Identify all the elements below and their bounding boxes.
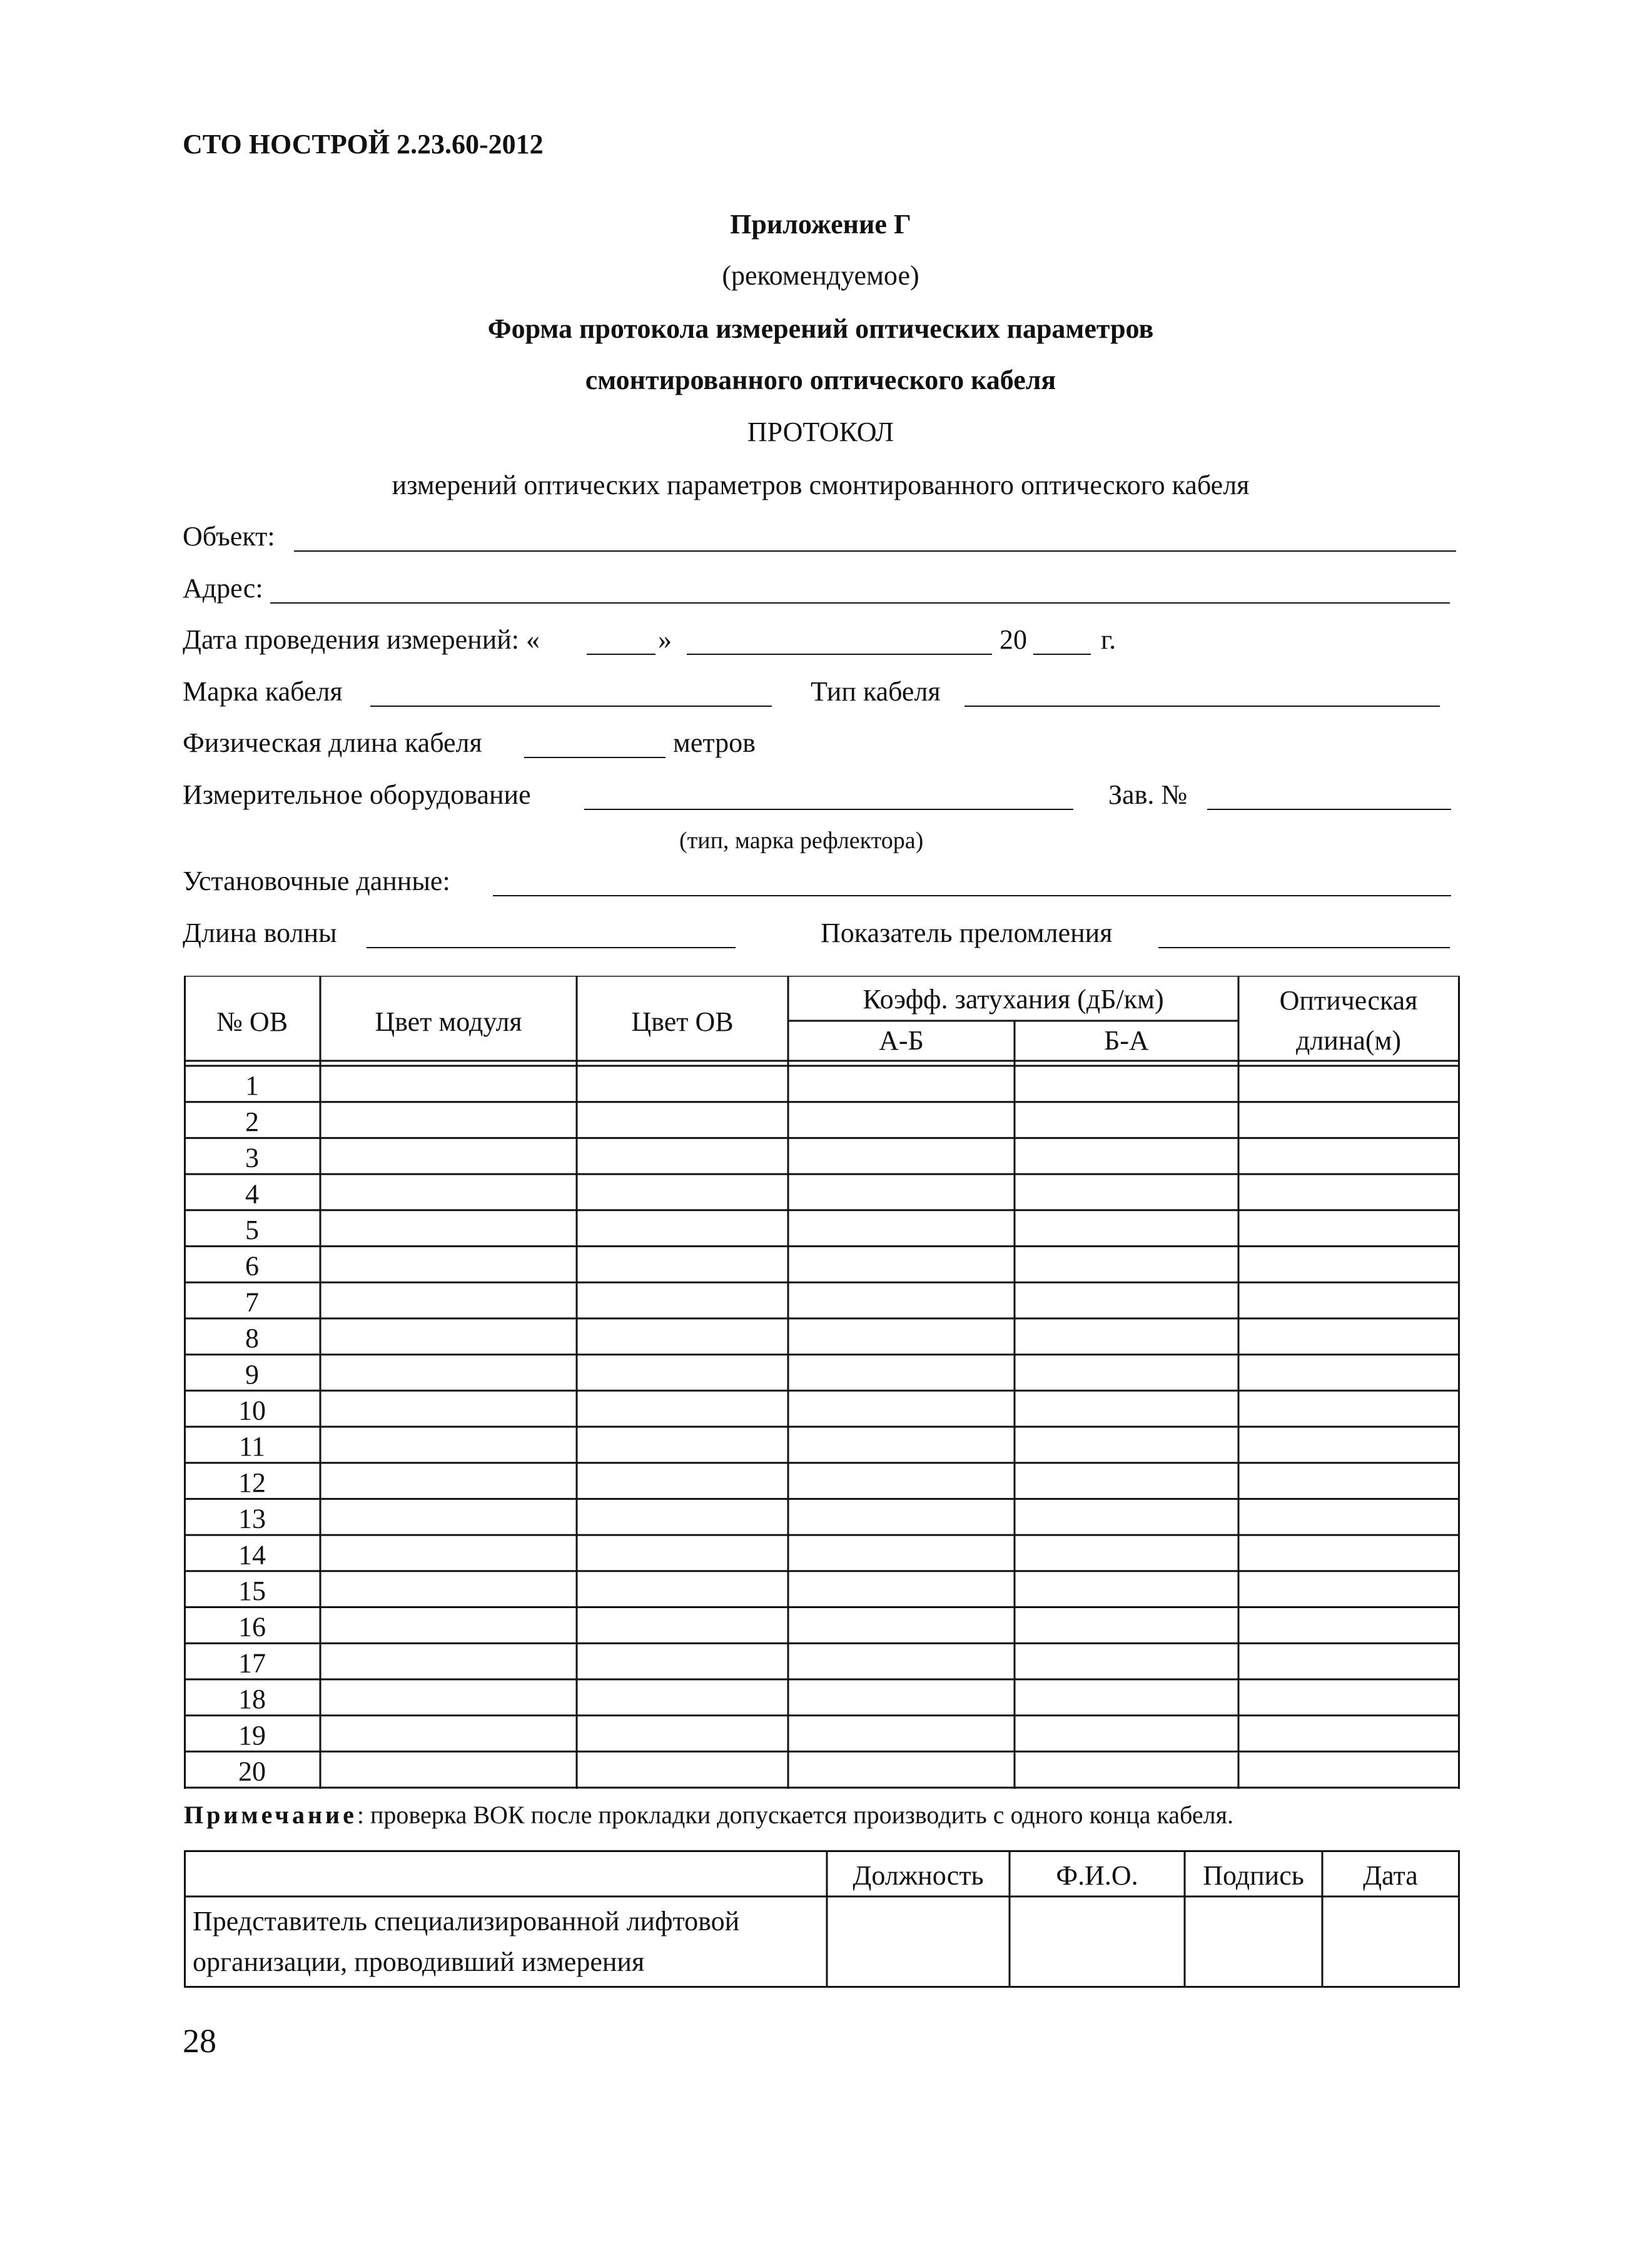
- signature-table: [184, 1850, 1460, 1988]
- physical-length-line[interactable]: [524, 757, 666, 758]
- refraction-index-line[interactable]: [1158, 947, 1450, 948]
- table-row-number: 7: [245, 1287, 259, 1318]
- sig-col-date: Дата: [1363, 1860, 1418, 1891]
- object-input-line[interactable]: [294, 550, 1456, 552]
- sig-cell-date[interactable]: [1324, 1898, 1458, 1986]
- page-number: 28: [183, 2022, 216, 2060]
- table-row-number: 4: [245, 1178, 259, 1210]
- refraction-index-label: Показатель преломления: [821, 918, 1113, 948]
- cable-brand-label: Марка кабеля: [183, 676, 343, 707]
- protocol-subheading: измерений оптических параметров смонтированного оптического кабеля: [392, 470, 1250, 500]
- table-row-number: 1: [245, 1070, 259, 1101]
- measurement-table: [184, 976, 1460, 1789]
- sig-row-label-line1: Представитель специализированной лифтовой: [193, 1906, 740, 1936]
- table-row-number: 14: [238, 1539, 266, 1571]
- cable-brand-line[interactable]: [370, 706, 772, 707]
- sig-col-position: Должность: [853, 1860, 984, 1891]
- setup-data-label: Установочные данные:: [183, 866, 450, 896]
- sig-cell-signature[interactable]: [1186, 1898, 1321, 1986]
- table-row-number: 13: [238, 1503, 266, 1534]
- table-row-number: 17: [238, 1648, 266, 1679]
- note: [184, 1800, 1233, 1830]
- date-day-line[interactable]: [587, 654, 656, 655]
- date-label: Дата проведения измерений: «: [183, 624, 540, 655]
- table-row-number: 3: [245, 1142, 259, 1173]
- cable-type-line[interactable]: [964, 706, 1440, 707]
- object-label: Объект:: [183, 521, 275, 552]
- address-label: Адрес:: [183, 573, 263, 604]
- table-row-number: 12: [238, 1467, 266, 1498]
- table-row-number: 5: [245, 1214, 259, 1245]
- col-ba: Б-А: [1104, 1025, 1149, 1056]
- equipment-line[interactable]: [584, 809, 1073, 810]
- standard-code: СТО НОСТРОЙ 2.23.60-2012: [183, 129, 544, 159]
- sig-col-signature: Подпись: [1203, 1860, 1304, 1891]
- table-row-number: 20: [238, 1756, 266, 1787]
- table-row-number: 18: [238, 1684, 266, 1715]
- table-row-number: 2: [245, 1106, 259, 1137]
- table-row-number: 6: [245, 1250, 259, 1282]
- table-row-number: 8: [245, 1323, 259, 1354]
- sig-cell-name[interactable]: [1011, 1898, 1183, 1986]
- table-row-number: 10: [238, 1395, 266, 1426]
- equipment-label: Измерительное оборудование: [183, 779, 531, 810]
- date-year-prefix: 20: [1000, 624, 1027, 655]
- table-row-number: 9: [245, 1359, 259, 1390]
- date-quote-close: »: [658, 624, 672, 655]
- table-row-number: 19: [238, 1719, 266, 1751]
- measurement-table-grid: [184, 976, 1460, 1789]
- table-row-number: 11: [238, 1431, 266, 1462]
- wavelength-line[interactable]: [367, 947, 736, 948]
- col-optical-length-1: Оптическая: [1279, 985, 1418, 1016]
- date-month-line[interactable]: [687, 654, 992, 655]
- protocol-heading: ПРОТОКОЛ: [747, 417, 894, 447]
- col-fiber-no: № ОВ: [216, 1006, 288, 1037]
- col-attenuation: Коэфф. затухания (дБ/км): [863, 984, 1164, 1015]
- cable-type-label: Тип кабеля: [811, 676, 941, 707]
- appendix-title: Приложение Г: [730, 209, 911, 240]
- note-text: : проверка ВОК после прокладки допускается производить с одного конца кабеля.: [357, 1801, 1233, 1829]
- sig-row-label-line2: организации, проводивший измерения: [193, 1947, 645, 1977]
- form-title-line2: смонтированного оптического кабеля: [585, 365, 1056, 395]
- sig-cell-position[interactable]: [828, 1898, 1008, 1986]
- col-module-color: Цвет модуля: [375, 1006, 522, 1037]
- form-title-line1: Форма протокола измерений оптических параметров: [487, 313, 1154, 344]
- setup-data-line[interactable]: [493, 895, 1451, 896]
- equipment-hint: (тип, марка рефлектора): [679, 828, 924, 854]
- date-year-suffix: г.: [1101, 624, 1116, 655]
- measurement-table-row-lines: [184, 1102, 1460, 1752]
- sig-col-name: Ф.И.О.: [1056, 1860, 1138, 1891]
- physical-length-label: Физическая длина кабеля: [183, 727, 482, 758]
- appendix-subtitle: (рекомендуемое): [722, 260, 919, 291]
- col-optical-length-2: длина(м): [1295, 1025, 1402, 1056]
- address-input-line[interactable]: [270, 602, 1450, 604]
- note-label: Примечание: [184, 1801, 357, 1829]
- serial-no-line[interactable]: [1207, 809, 1451, 810]
- serial-no-label: Зав. №: [1108, 779, 1188, 810]
- table-row-number: 16: [238, 1611, 266, 1643]
- date-year-line[interactable]: [1033, 654, 1091, 655]
- col-fiber-color: Цвет ОВ: [631, 1006, 734, 1037]
- wavelength-label: Длина волны: [183, 918, 337, 948]
- col-ab: А-Б: [879, 1025, 924, 1056]
- meters-label: метров: [673, 727, 756, 758]
- table-row-number: 15: [238, 1575, 266, 1606]
